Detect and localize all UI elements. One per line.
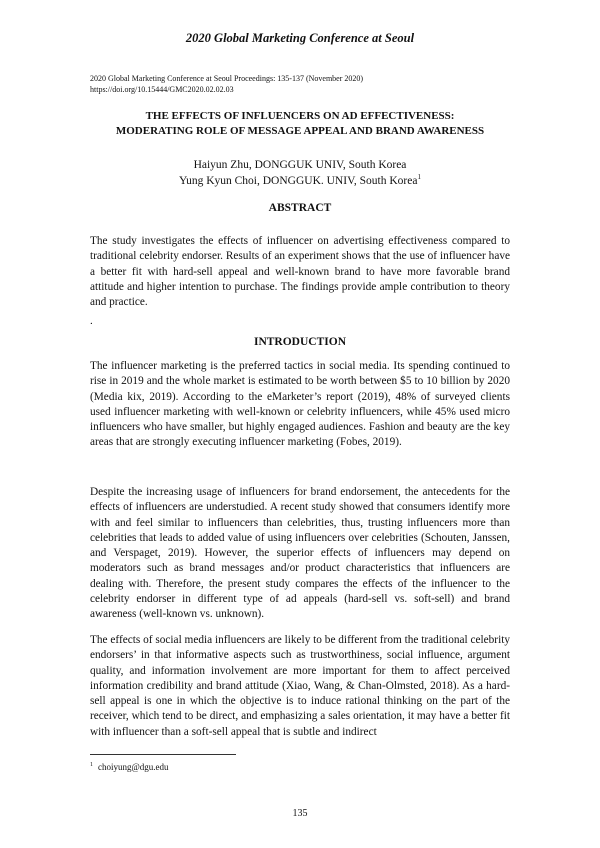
abstract-text: The study investigates the effects of influencer on advertising effectiveness compared to traditional celebrity endorser. Results of an experiment shows that the use of influencer have a better fit with hard-sell appeal and well-known brand to have more favorable brand attitude and higher intention to purchase. The findings provide ample contribution to theory and practice. (90, 235, 510, 309)
author-2 (60, 173, 540, 189)
running-header: 2020 Global Marketing Conference at Seoul (185, 31, 415, 45)
author-1: Haiyun Zhu, DONGGUK UNIV, South Korea (193, 159, 407, 171)
publication-meta (90, 73, 363, 95)
footnote (90, 762, 169, 772)
footnote-marker: 1 (417, 173, 421, 182)
proceedings-citation: 2020 Global Marketing Conference at Seoul Proceedings: 135-137 (November 2020) (90, 74, 364, 83)
title-line-1: THE EFFECTS OF INFLUENCERS ON AD EFFECTIVENESS: (145, 110, 455, 122)
intro-paragraph-1: The influencer marketing is the preferred tactics in social media. Its spending continued to rise in 2019 and the whole market is estimated to be worth between $5 to 10 billion by 2020 (Media kix, 2019). According to the eMarketer’s report (2019), 48% of surveyed clients used influencer marketing with well-known or celebrity influencers, while 45% used micro influencers who have smaller, but highly engaged audiences. Fashion and beauty are the key areas that are strongly executing influencer marketing (Fobes, 2019). (90, 360, 510, 449)
intro-paragraph-2: Despite the increasing usage of influencers for brand endorsement, the antecedents for the effects of influencers are understudied. A recent study showed that consumers identify more with and feel similar to influencers than celebrities, thus, trusting influencers more than celebrities that leads to added value of using influencers over celebrities (Schouten, Janssen, and Verspaget, 2019). However, the superior effects of influencers may depend on moderators such as brand messages and/or product characteristics that influencers are dealing with. Therefore, the present study compares the effects of the influencer to the celebrity endorser in different type of ad appeals (hard-sell vs. soft-sell) and brand awareness (well-known vs. unknown). (90, 486, 510, 621)
introduction-heading: INTRODUCTION (253, 336, 346, 348)
stray-period: . (90, 315, 93, 327)
title-line-2: MODERATING ROLE OF MESSAGE APPEAL AND BRAND AWARENESS (115, 125, 485, 137)
paper-title (60, 109, 540, 139)
author-2-name: Yung Kyun Choi, DONGGUK. UNIV, South Korea (179, 175, 418, 187)
footnote-email[interactable]: choiyung@dgu.edu (98, 762, 169, 772)
author-block (60, 157, 540, 189)
footnote-divider (90, 754, 236, 755)
footnote-number: 1 (90, 762, 93, 768)
page-number: 135 (292, 808, 308, 819)
doi-link[interactable]: https://doi.org/10.15444/GMC2020.02.02.03 (90, 85, 234, 94)
abstract-heading: ABSTRACT (268, 202, 332, 214)
intro-paragraph-3: The effects of social media influencers are likely to be different from the traditional celebrity endorsers’ in that informative aspects such as trustworthiness, social influence, argument quality, and information involvement are more important for them to affect perceived information credibility and brand attitude (Xiao, Wang, & Chan-Olmsted, 2018). As a hard-sell appeal is one in which the objective is to induce rational thinking on the part of the receiver, which tend to be direct, and emphasizing a sales orientation, it may have a better fit with influencer than a soft-sell appeal that is subtle and indirect (90, 634, 510, 738)
